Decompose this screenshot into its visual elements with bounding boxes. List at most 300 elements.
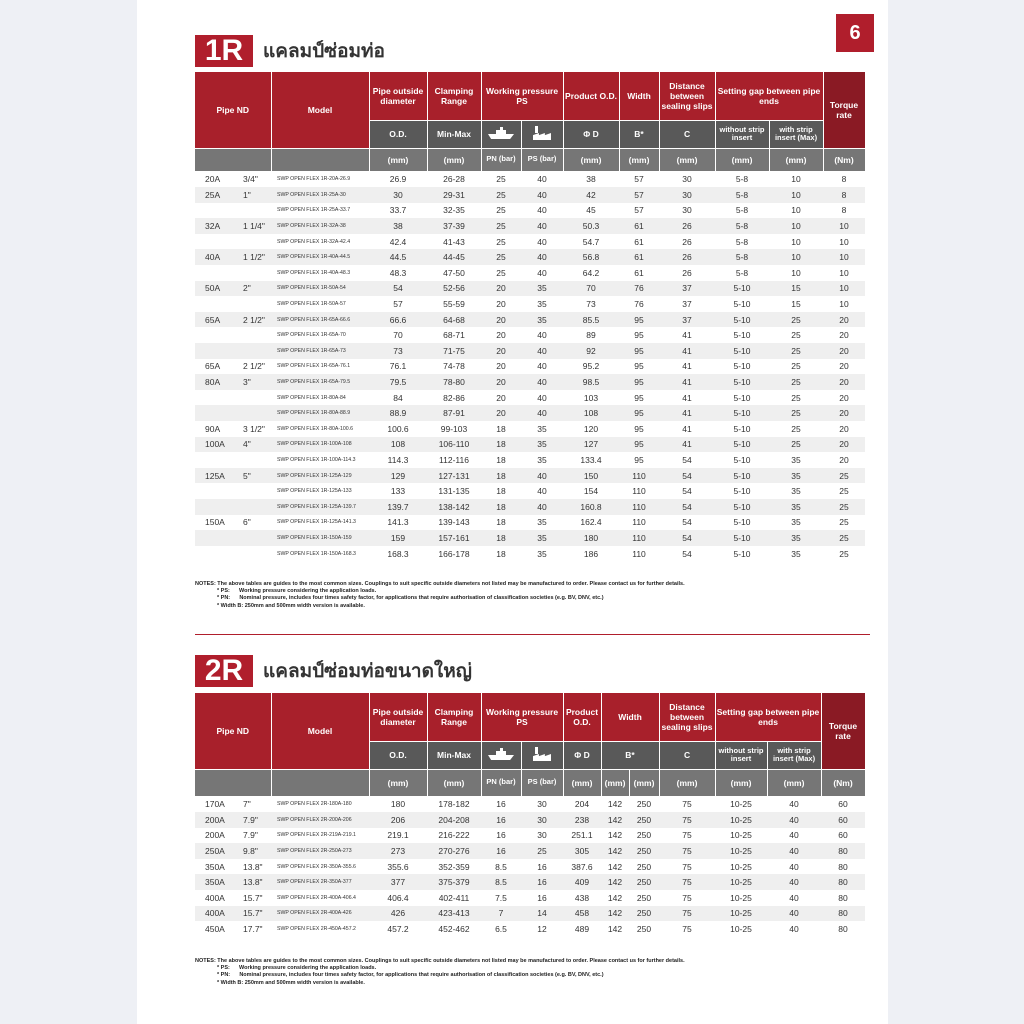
table-cell: 25 [791,392,801,403]
table-cell: 26 [659,249,715,265]
table-cell: 20 [823,374,865,390]
table-cell: 125A [195,468,239,484]
table-cell: 5-10 [715,530,769,546]
table-cell: 40 [537,267,547,278]
table-cell: 16 [537,861,547,872]
table-cell: 250 [629,874,659,890]
model-cell: SWP OPEN FLEX 2R-450A-457.2 [277,926,356,933]
table-cell: 216-222 [438,830,470,841]
table-cell [239,234,271,250]
model-cell: SWP OPEN FLEX 1R-32A-38 [271,218,369,234]
table-cell: 35 [521,437,563,453]
table-cell: 5" [239,468,271,484]
table-cell [239,203,271,219]
table-cell: 25 [839,486,849,497]
table-cell: 17.7" [243,924,263,935]
table-cell: 40 [537,486,547,497]
table-cell: 5-10 [733,486,751,497]
header-minmax: Min-Max [427,120,481,148]
table-cell: 20 [496,299,506,310]
model-cell: SWP OPEN FLEX 1R-25A-33.7 [277,207,351,214]
model-cell: SWP OPEN FLEX 1R-65A-79.5 [271,374,369,390]
table-cell: 20 [839,392,849,403]
table-row [195,421,865,437]
table-cell: 20 [481,343,521,359]
table-cell: 108 [563,405,619,421]
header-without-strip: without strip insert [715,741,767,769]
note-ps [195,965,865,972]
table-cell: 5-10 [715,468,769,484]
table-cell: 5-10 [733,299,751,310]
table-cell: 250 [629,812,659,828]
table-cell: 71-75 [427,343,481,359]
table-cell: 61 [619,249,659,265]
table-cell: 44.5 [369,249,427,265]
table-cell: 41 [659,374,715,390]
table-cell: 95 [619,312,659,328]
model-cell: SWP OPEN FLEX 1R-65A-73 [271,343,369,359]
table-cell: 75 [682,892,692,903]
table-cell: 426 [369,906,427,922]
table-cell: 35 [769,468,823,484]
table-cell: 108 [369,437,427,453]
table-cell: 5-10 [715,405,769,421]
model-cell: SWP OPEN FLEX 2R-350A-377 [271,874,369,890]
table-cell: 142 [601,843,629,859]
table-cell: 1 1/4" [239,218,271,234]
table-cell: 120 [583,423,599,434]
table-cell: 16 [496,830,506,841]
table-cell: 54 [659,530,715,546]
table-cell: 40 [537,392,547,403]
table-cell: 409 [563,874,601,890]
note-ps-label: * PS: [217,965,230,972]
model-cell: SWP OPEN FLEX 2R-350A-355.6 [277,863,356,870]
table-cell: 5-8 [735,205,749,216]
table-cell: 100.6 [387,423,409,434]
table-row [195,203,865,219]
table-cell: 250 [636,830,652,841]
model-cell: SWP OPEN FLEX 1R-40A-44.5 [271,249,369,265]
header-product-od: Product O.D. [563,693,601,741]
table-row [195,296,865,312]
header-unit-blank [271,148,369,171]
note-ps-label: * PS: [217,588,230,595]
table-cell: 10 [769,187,823,203]
table-cell: 75 [659,812,715,828]
table-cell: 377 [369,874,427,890]
note-pn-text: Nominal pressure, includes four times safety factor, for applications that require authorisation of classification societies (e.g. BV, DNV, etc.) [239,972,604,979]
table-row [195,265,865,281]
table-cell: 14 [521,906,563,922]
header-with-strip: with strip insert (Max) [767,741,821,769]
table-cell: 25 [769,343,823,359]
table-cell: 41 [682,392,692,403]
table-cell: 40 [537,205,547,216]
table-cell: 141.3 [387,517,409,528]
table-cell: 47-50 [443,267,465,278]
table-cell: 80 [838,924,848,935]
model-cell: SWP OPEN FLEX 2R-250A-273 [271,843,369,859]
table-cell [239,483,271,499]
table-cell: 7.9" [243,830,258,841]
unit-mm: (mm) [629,769,659,796]
table-cell: 35 [537,517,547,528]
table-row [195,171,865,187]
model-cell: SWP OPEN FLEX 1R-65A-70 [277,332,346,339]
table-cell: 40 [767,843,821,859]
table-cell: 75 [659,843,715,859]
table-cell: 35 [769,530,823,546]
table-cell: 180 [563,530,619,546]
table-cell: 110 [632,486,646,497]
model-cell: SWP OPEN FLEX 1R-80A-100.6 [277,425,354,432]
table-cell: 10 [839,236,849,247]
table-cell: 40 [789,799,799,810]
table-cell: 25 [481,218,521,234]
table-cell: 20 [496,361,506,372]
table-cell: 80 [838,861,848,872]
table-cell: 8 [841,205,847,216]
table-cell: 13.8" [239,874,271,890]
table-cell: 6.5 [495,924,507,935]
table-cell [195,327,239,343]
table-cell: 25 [769,312,823,328]
table-cell: 61 [634,236,644,247]
table-cell: 16 [537,892,547,903]
table-cell: 355.6 [387,861,409,872]
table-cell [239,390,271,406]
table-cell: 35 [791,486,801,497]
model-cell: SWP OPEN FLEX 1R-150A-168.3 [277,550,356,557]
table-cell: 5-8 [735,236,749,247]
table-cell: 80 [821,843,865,859]
table-cell: 40 [521,468,563,484]
table-cell: 5-8 [735,174,749,185]
model-cell: SWP OPEN FLEX 2R-180A-180 [277,801,352,808]
table-cell: 54 [659,499,715,515]
header-torque: Torque rate [823,72,865,148]
table-cell: 100A [195,437,239,453]
table-cell: 6" [243,517,251,528]
table-cell: 35 [537,423,547,434]
table-cell: 1 1/2" [239,249,271,265]
header-phi-d: Φ D [563,120,619,148]
model-cell: SWP OPEN FLEX 1R-125A-141.3 [277,519,356,526]
table-cell: 68-71 [443,330,465,341]
header-model: Model [271,72,369,148]
table-cell: 200A [205,830,225,841]
table-cell [195,499,239,515]
table-cell: 35 [791,517,801,528]
header-product-od: Product O.D. [563,72,619,120]
table-cell: 41-43 [443,236,465,247]
table-cell: 40 [521,249,563,265]
table-cell: 10 [791,267,801,278]
table-cell: 25 [823,530,865,546]
model-cell: SWP OPEN FLEX 1R-40A-48.3 [277,269,351,276]
table-cell: 139.7 [369,499,427,515]
table-cell: 26 [682,267,692,278]
table-cell: 54 [369,281,427,297]
table-cell: 79.5 [369,374,427,390]
table-cell [239,296,271,312]
table-cell: 168.3 [387,548,409,559]
table-cell: 10 [839,267,849,278]
table-cell: 40 [521,187,563,203]
table-cell: 25 [769,437,823,453]
unit-mm: (mm) [369,148,427,171]
table-cell: 50A [195,281,239,297]
table-cell: 32A [195,218,239,234]
table-cell: 25 [791,423,801,434]
table-row [195,218,865,234]
table-cell: 400A [205,892,225,903]
table-cell: 103 [583,392,599,403]
table-cell: 150A [205,517,225,528]
table-cell: 40 [789,830,799,841]
table-cell: 142 [607,924,623,935]
unit-mm: (mm) [659,148,715,171]
table-cell: 20 [839,454,849,465]
table-cell: 10-25 [730,799,752,810]
table-cell: 7" [243,799,251,810]
note-pn-label: * PN: [217,972,231,979]
unit-mm: (mm) [601,769,629,796]
table-cell: 3 1/2" [243,423,265,434]
table-cell: 16 [521,874,563,890]
table-cell: 159 [369,530,427,546]
table-cell: 106-110 [427,437,481,453]
table-cell: 57 [634,205,644,216]
table-cell: 15 [769,281,823,297]
table-cell [239,265,271,281]
table-cell: 41 [659,405,715,421]
model-cell: SWP OPEN FLEX 1R-150A-159 [271,530,369,546]
table-row [195,405,865,421]
table-cell: 180 [390,799,406,810]
table-cell: 18 [481,499,521,515]
table-cell: 26.9 [389,174,407,185]
table-cell [195,452,239,468]
table-cell: 20 [496,330,506,341]
table-cell: 5-10 [733,361,751,372]
table-cell: 25 [791,330,801,341]
table-cell: 250 [636,892,652,903]
table-cell: 54 [682,486,692,497]
table-cell: 219.1 [387,830,409,841]
note-width: * Width B: 250mm and 500mm width version is available. [217,602,365,609]
table-cell: 66.6 [369,312,427,328]
table-cell: 98.5 [563,374,619,390]
table-cell: 127 [563,437,619,453]
table-cell: 32-35 [443,205,465,216]
table-cell: 76 [634,299,644,310]
table-cell [195,343,239,359]
table-cell: 16 [481,843,521,859]
table-cell: 13.8" [243,861,263,872]
table-cell: 250 [636,861,652,872]
table-cell: 95 [634,423,644,434]
table-cell: 30 [537,830,547,841]
table-cell: 18 [496,517,506,528]
model-cell: SWP OPEN FLEX 1R-50A-54 [271,281,369,297]
header-pipe-od: Pipe outside diameter [369,72,427,120]
table-cell: 7.5 [495,892,507,903]
table-cell: 3" [239,374,271,390]
table-cell: 112-116 [439,454,469,465]
table-cell: 18 [496,486,506,497]
table-cell: 20 [823,312,865,328]
unit-mm: (mm) [769,148,823,171]
table-row [195,812,865,828]
table-cell: 25 [521,843,563,859]
table-cell: 8.5 [481,874,521,890]
table-cell: 40A [195,249,239,265]
table-cell: 90A [205,423,221,434]
table-cell: 80 [821,906,865,922]
table-cell: 35 [537,299,547,310]
table-cell: 42 [563,187,619,203]
table-cell: 37 [659,281,715,297]
ship-icon [481,120,521,148]
table-cell [239,327,271,343]
note-pn [195,595,865,602]
table-cell: 29-31 [427,187,481,203]
table-cell [195,483,239,499]
table-cell: 8 [823,187,865,203]
table-cell: 10-25 [730,861,752,872]
table-row [195,843,865,859]
table-cell: 200A [195,812,239,828]
section-2r-header [195,655,472,687]
table-cell: 5-10 [733,454,751,465]
table-cell: 95 [619,405,659,421]
table-cell: 30 [369,187,427,203]
table-row [195,374,865,390]
table-cell: 2" [239,281,271,297]
table-cell: 35 [537,548,547,559]
table-cell: 238 [563,812,601,828]
table-cell: 20 [839,330,849,341]
table-cell: 10 [839,299,849,310]
table-cell: 73 [586,299,596,310]
table-cell: 88.9 [369,405,427,421]
table-cell: 457.2 [387,924,409,935]
table-row [195,359,865,375]
header-width: Width [601,693,659,741]
table-cell: 76 [619,281,659,297]
table-row [195,499,865,515]
table-cell: 70 [393,330,403,341]
table-cell: 87-91 [427,405,481,421]
table-cell: 20 [839,361,849,372]
table-cell: 110 [619,499,659,515]
table-cell: 60 [821,812,865,828]
table-cell: 78-80 [427,374,481,390]
header-pipe-nd: Pipe ND [195,693,271,769]
model-cell: SWP OPEN FLEX 2R-200A-206 [271,812,369,828]
table-cell: 387.6 [571,861,593,872]
table-cell: 18 [481,530,521,546]
section-badge: 2R [195,655,253,687]
unit-mm: (mm) [619,148,659,171]
unit-ps-bar: PS (bar) [521,769,563,796]
table-cell: 142 [601,812,629,828]
model-cell: SWP OPEN FLEX 1R-32A-42.4 [277,238,351,245]
table-cell: 5-10 [715,374,769,390]
model-cell: SWP OPEN FLEX 1R-20A-26.9 [277,176,351,183]
table-cell: 5-10 [715,437,769,453]
table-cell: 40 [521,343,563,359]
model-cell: SWP OPEN FLEX 1R-65A-66.6 [271,312,369,328]
table-cell: 40 [767,874,821,890]
table-row [195,187,865,203]
table-cell: 350A [195,874,239,890]
header-working-pressure: Working pressure PS [481,693,563,741]
model-cell: SWP OPEN FLEX 1R-80A-88.9 [271,405,369,421]
table-cell [195,265,239,281]
table-cell: 26-28 [443,174,465,185]
header-c: C [659,741,715,769]
table-cell: 352-359 [438,861,470,872]
table-cell: 75 [682,861,692,872]
table-row [195,828,865,844]
table-cell: 5-8 [715,249,769,265]
header-b-star: B* [601,741,659,769]
model-cell: SWP OPEN FLEX 1R-65A-76.1 [277,363,351,370]
table-cell: 250 [636,799,652,810]
model-cell: SWP OPEN FLEX 2R-400A-426 [271,906,369,922]
table-cell: 5-10 [715,499,769,515]
spec-table-2r [195,693,866,937]
table-cell: 206 [369,812,427,828]
table-cell: 139-143 [438,517,470,528]
table-cell: 170A [205,799,225,810]
table-cell: 10-25 [715,906,767,922]
table-cell: 35 [769,499,823,515]
table-cell: 95 [634,361,644,372]
note-width: * Width B: 250mm and 500mm width version is available. [217,979,365,986]
note-pn-label: * PN: [217,595,231,602]
table-cell: 25 [791,361,801,372]
header-without-strip: without strip insert [715,120,769,148]
table-cell: 75 [682,830,692,841]
table-cell: 10 [823,249,865,265]
table-cell: 55-59 [443,299,465,310]
section-divider [195,634,870,635]
table-cell: 204 [574,799,590,810]
header-pipe-nd: Pipe ND [195,72,271,148]
table-row [195,546,865,562]
table-cell: 157-161 [427,530,481,546]
table-row [195,327,865,343]
table-row [195,281,865,297]
table-cell: 40 [521,499,563,515]
table-cell: 142 [601,906,629,922]
table-cell: 10-25 [715,843,767,859]
table-cell: 2 1/2" [243,361,265,372]
table-cell: 80 [838,892,848,903]
table-cell: 75 [682,799,692,810]
table-cell: 5-10 [733,423,751,434]
table-row [195,874,865,890]
table-cell: 438 [574,892,590,903]
model-cell: SWP OPEN FLEX 1R-125A-133 [277,488,352,495]
table-cell: 20 [823,405,865,421]
table-cell: 20 [839,423,849,434]
header-unit-blank [271,769,369,796]
